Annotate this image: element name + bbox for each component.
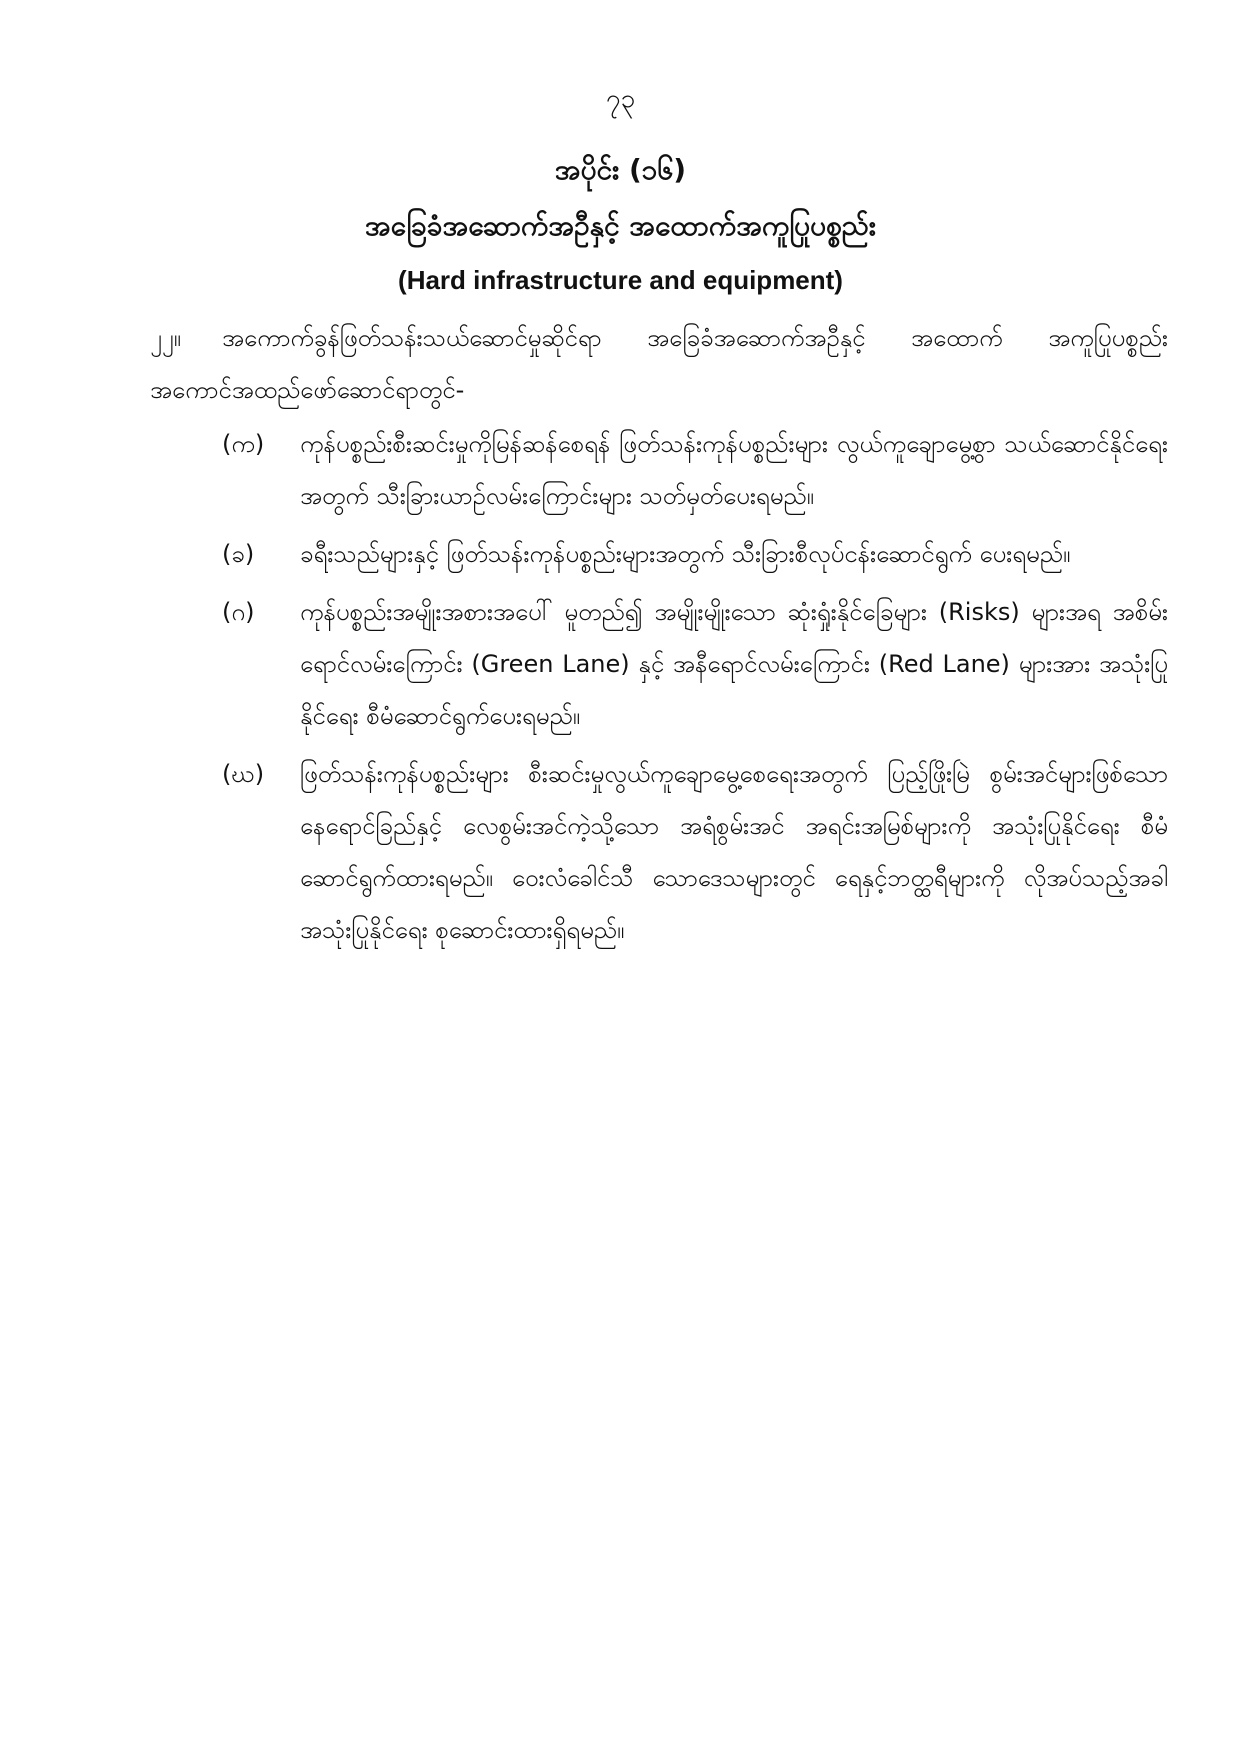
item-text: ခရီးသည်များနှင့် ဖြတ်သန်းကုန်ပစ္စည်းများအတွက် သီးခြားစီလုပ်ငန်းဆောင်ရွက် ပေးရမည်။ [300, 540, 1071, 568]
part-title: အပိုင်း (၁၆) [554, 153, 687, 186]
english-subtitle: (Hard infrastructure and equipment) [398, 265, 843, 295]
section-22 [150, 312, 1168, 416]
item-label: (ဂ) [222, 598, 255, 626]
list-item [222, 528, 1168, 580]
list-item [222, 748, 1168, 956]
item-list [222, 418, 1168, 962]
item-text: ကုန်ပစ္စည်းစီးဆင်းမှုကိုမြန်ဆန်စေရန် ဖြတ်သန်းကုန်ပစ္စည်းများ လွယ်ကူချောမွေ့စွာ သယ်ဆောင်နိုင်ရေးအတွက် သီးခြားယာဉ်လမ်းကြောင်းများ သတ်မှတ်ပေးရမည်။ [300, 430, 1168, 510]
section-text: အကောက်ခွန်ဖြတ်သန်းသယ်ဆောင်မှုဆိုင်ရာ အခြေခံအဆောက်အဦနှင့် အထောက် အကူပြုပစ္စည်း အကောင်အထည်ဖော်ဆောင်ရာတွင်- [150, 324, 1168, 404]
list-item [222, 418, 1168, 522]
chapter-title: အခြေခံအဆောက်အဦနှင့် အထောက်အကူပြုပစ္စည်း [365, 209, 876, 242]
page-number: ၇၃ [605, 84, 636, 114]
item-text: ဖြတ်သန်းကုန်ပစ္စည်းများ စီးဆင်းမှုလွယ်ကူချောမွေ့စေရေးအတွက် ပြည့်ဖြိုးမြဲ စွမ်းအင်များဖြစ်သော နေရောင်ခြည်နှင့် လေစွမ်းအင်ကဲ့သို့သော အရံစွမ်းအင် အရင်းအမြစ်များကို အသုံးပြုနိုင်ရေး စီမံဆောင်ရွက်ထားရမည်။ ဝေးလံခေါင်သီ သောဒေသများတွင် ရေနှင့်ဘတ္ထရီများကို လိုအပ်သည့်အခါ အသုံးပြုနိုင်ရေး စုဆောင်းထားရှိရမည်။ [300, 760, 1168, 944]
section-number: ၂၂။ [150, 324, 181, 352]
item-label: (ခ) [222, 540, 255, 568]
item-text: ကုန်ပစ္စည်းအမျိုးအစားအပေါ် မူတည်၍ အမျိုးမျိုးသော ဆုံးရှုံးနိုင်ခြေများ (Risks) များအရ အစိမ်းရောင်လမ်းကြောင်း (Green Lane) နှင့် အနီရောင်လမ်းကြောင်း (Red Lane) များအား အသုံးပြုနိုင်ရေး စီမံဆောင်ရွက်ပေးရမည်။ [300, 598, 1168, 730]
item-label: (က) [222, 430, 265, 458]
item-label: (ဃ) [222, 760, 265, 788]
list-item [222, 586, 1168, 742]
